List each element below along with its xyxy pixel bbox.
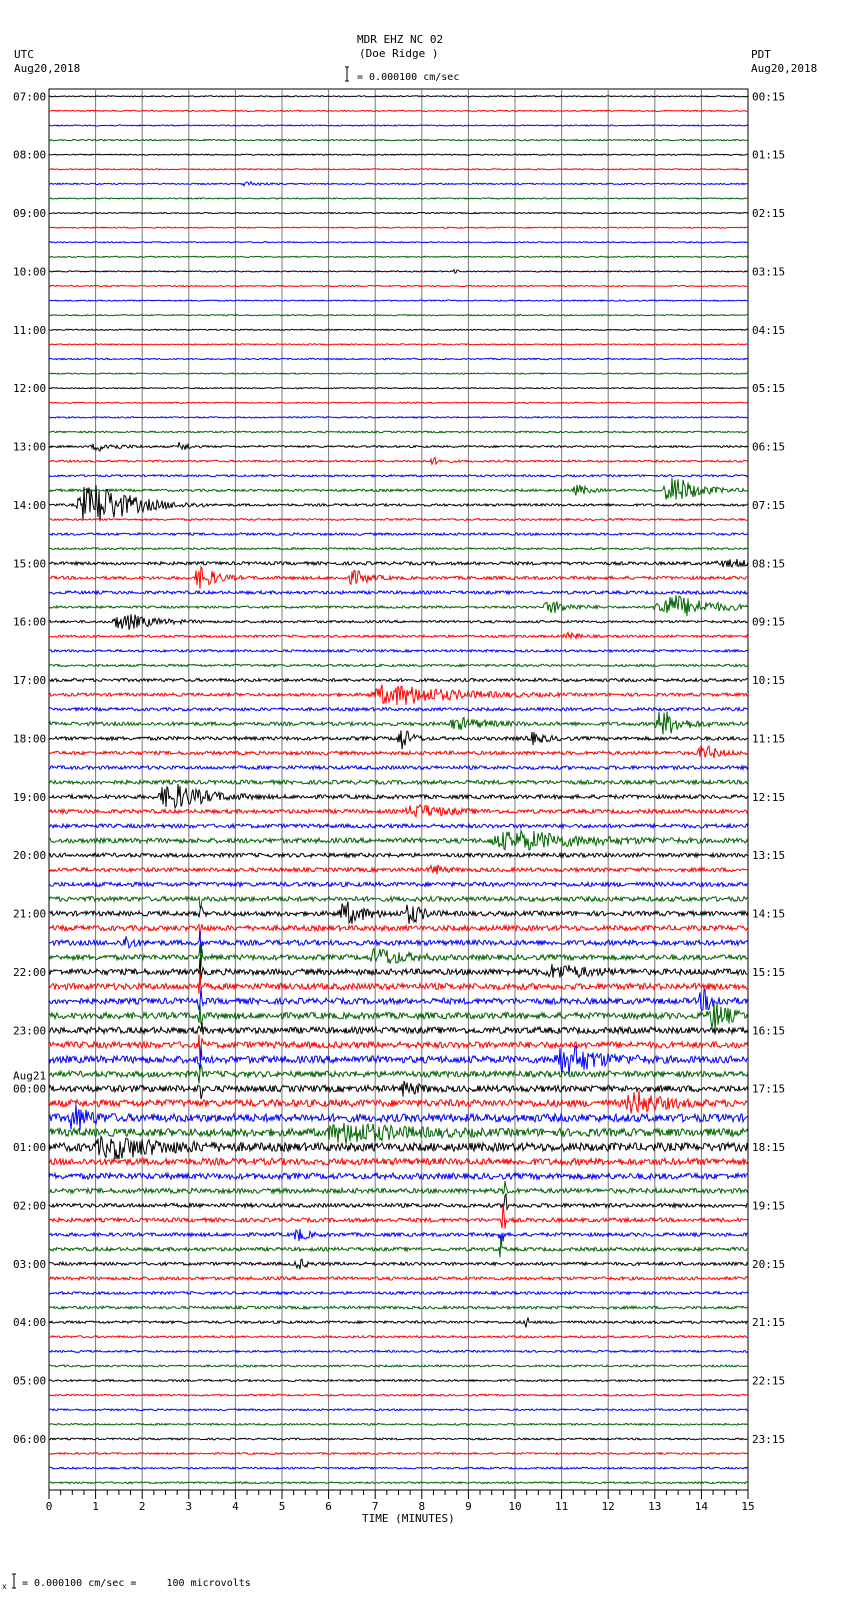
x-tick-label: 0 xyxy=(45,1500,53,1513)
pdt-hour-label: 11:15 xyxy=(752,732,786,746)
scale-bar-icon xyxy=(345,67,349,81)
pdt-label: PDT xyxy=(751,48,771,61)
scale-bars xyxy=(2,67,349,1591)
trace-line xyxy=(49,1423,748,1425)
trace-line xyxy=(49,932,748,953)
trace-line xyxy=(49,1136,748,1159)
trace-line xyxy=(49,402,748,403)
utc-hour-label: 12:00 xyxy=(13,382,47,396)
utc-hour-label: 19:00 xyxy=(13,790,47,804)
trace-line xyxy=(49,924,748,938)
x-axis xyxy=(46,1490,755,1513)
footer-scale-bar-icon xyxy=(12,1574,16,1588)
x-tick-label: 8 xyxy=(418,1500,426,1513)
pdt-hour-label: 03:15 xyxy=(752,265,786,279)
x-tick-label: 14 xyxy=(694,1500,709,1513)
pdt-hour-label: 02:15 xyxy=(752,207,786,221)
trace-line xyxy=(49,475,748,477)
pdt-hour-label: 17:15 xyxy=(752,1082,786,1096)
trace-line xyxy=(49,125,748,126)
trace-line xyxy=(49,1173,748,1179)
trace-line xyxy=(49,519,748,521)
trace-line xyxy=(49,442,748,451)
utc-hour-label: 02:00 xyxy=(13,1199,47,1213)
utc-hour-label: 11:00 xyxy=(13,323,47,337)
trace-line xyxy=(49,784,748,808)
trace-line xyxy=(49,1380,748,1382)
pdt-hour-label: 05:15 xyxy=(752,382,786,396)
trace-line xyxy=(49,1482,748,1484)
trace-line xyxy=(49,1365,748,1367)
trace-line xyxy=(49,685,748,705)
utc-date: Aug20,2018 xyxy=(14,62,81,75)
pdt-hour-label: 15:15 xyxy=(752,965,786,979)
x-axis-title: TIME (MINUTES) xyxy=(362,1512,455,1525)
utc-hour-label: 22:00 xyxy=(13,965,47,979)
trace-line xyxy=(49,169,748,170)
trace-line xyxy=(49,1194,748,1209)
trace-line xyxy=(49,1336,748,1338)
trace-line xyxy=(49,300,748,301)
trace-line xyxy=(49,664,748,666)
trace-line xyxy=(49,329,748,330)
trace-line xyxy=(49,1091,748,1114)
trace-line xyxy=(49,213,748,214)
pdt-hour-label: 14:15 xyxy=(752,907,786,921)
trace-line xyxy=(49,824,748,828)
pdt-hour-label: 01:15 xyxy=(752,148,786,162)
utc-hour-label: 05:00 xyxy=(13,1374,47,1388)
pdt-hour-label: 09:15 xyxy=(752,615,786,629)
trace-line xyxy=(49,944,748,968)
utc-hour-label: 17:00 xyxy=(13,674,47,688)
plot-grid xyxy=(49,89,748,1490)
x-tick-label: 7 xyxy=(371,1500,379,1513)
trace-line xyxy=(49,431,748,433)
utc-hour-label: 09:00 xyxy=(13,207,47,221)
trace-line xyxy=(49,902,748,924)
x-tick-label: 13 xyxy=(648,1500,662,1513)
trace-line xyxy=(49,285,748,286)
trace-line xyxy=(49,548,748,550)
trace-line xyxy=(49,198,748,199)
x-tick-label: 5 xyxy=(278,1500,286,1513)
trace-line xyxy=(49,533,748,535)
pdt-hour-label: 07:15 xyxy=(752,498,786,512)
trace-line xyxy=(49,417,748,418)
trace-line xyxy=(49,110,748,111)
trace-line xyxy=(49,865,748,875)
trace-line xyxy=(49,1236,748,1257)
utc-hour-label: 21:00 xyxy=(13,907,47,921)
utc-hour-label: 07:00 xyxy=(13,90,47,104)
utc-hour-label: 13:00 xyxy=(13,440,47,454)
trace-line xyxy=(49,650,748,652)
x-tick-label: 4 xyxy=(232,1500,239,1513)
trace-line xyxy=(49,1081,748,1099)
trace-line xyxy=(49,256,748,257)
utc-hour-label: 10:00 xyxy=(13,265,47,279)
trace-line xyxy=(49,154,748,155)
trace-line xyxy=(49,458,748,465)
utc-label: UTC xyxy=(14,48,34,61)
trace-line xyxy=(49,591,748,594)
trace-line xyxy=(49,614,748,629)
utc-hour-label: 16:00 xyxy=(13,615,47,629)
trace-line xyxy=(49,988,748,1010)
trace-line xyxy=(49,1350,748,1352)
utc-hour-label: 01:00 xyxy=(13,1141,47,1155)
trace-line xyxy=(49,632,748,638)
footer-scale-note: = 0.000100 cm/sec = 100 microvolts xyxy=(22,1578,251,1589)
pdt-hour-label: 10:15 xyxy=(752,674,786,688)
trace-line xyxy=(49,1453,748,1455)
pdt-hour-label: 22:15 xyxy=(752,1374,786,1388)
trace-group xyxy=(49,96,748,1484)
x-tick-label: 1 xyxy=(92,1500,99,1513)
trace-line xyxy=(49,1046,748,1076)
trace-line xyxy=(49,344,748,345)
trace-line xyxy=(49,1158,748,1165)
trace-line xyxy=(49,1318,748,1328)
station-title: MDR EHZ NC 02 xyxy=(357,33,444,46)
pdt-hour-label: 06:15 xyxy=(752,440,786,454)
trace-line xyxy=(49,971,748,994)
trace-line xyxy=(49,1064,748,1083)
pdt-hour-label: 21:15 xyxy=(752,1316,786,1330)
trace-line xyxy=(49,1438,748,1440)
x-tick-label: 10 xyxy=(508,1500,522,1513)
trace-line xyxy=(49,766,748,770)
pdt-hour-label: 19:15 xyxy=(752,1199,786,1213)
trace-line xyxy=(49,227,748,228)
trace-line xyxy=(49,1259,748,1269)
trace-line xyxy=(49,1292,748,1295)
pdt-date: Aug20,2018 xyxy=(751,62,818,75)
x-tick-label: 12 xyxy=(601,1500,615,1513)
trace-line xyxy=(49,96,748,97)
x-tick-label: 15 xyxy=(741,1500,755,1513)
pdt-hour-label: 18:15 xyxy=(752,1141,786,1155)
x-tick-label: 2 xyxy=(138,1500,146,1513)
time-labels xyxy=(13,90,785,1446)
trace-line xyxy=(49,780,748,784)
trace-line xyxy=(49,730,748,749)
pdt-hour-label: 13:15 xyxy=(752,849,786,863)
trace-line xyxy=(49,478,748,500)
station-location: (Doe Ridge ) xyxy=(359,47,439,60)
trace-line xyxy=(49,1409,748,1411)
plot-frame xyxy=(49,89,748,1490)
trace-line xyxy=(49,595,748,616)
x-tick-label: 11 xyxy=(554,1500,569,1513)
utc-hour-label: 04:00 xyxy=(13,1316,47,1330)
utc-hour-label: 00:00 xyxy=(13,1082,47,1096)
trace-line xyxy=(49,315,748,316)
trace-line xyxy=(49,805,748,817)
trace-line xyxy=(49,853,748,857)
trace-line xyxy=(49,559,748,567)
trace-line xyxy=(49,358,748,359)
trace-line xyxy=(49,1181,748,1194)
utc-hour-label: 08:00 xyxy=(13,148,47,162)
x-tick-label: 9 xyxy=(465,1500,472,1513)
trace-line xyxy=(49,567,748,589)
trace-line xyxy=(49,1022,748,1035)
trace-line xyxy=(49,1277,748,1280)
utc-date-change-label: Aug21 xyxy=(13,1069,47,1083)
scale-text: = 0.000100 cm/sec xyxy=(357,72,460,83)
trace-line xyxy=(49,1035,748,1061)
utc-hour-label: 20:00 xyxy=(13,849,47,863)
trace-line xyxy=(49,746,748,758)
trace-line xyxy=(49,882,748,886)
trace-line xyxy=(49,712,748,735)
utc-hour-label: 23:00 xyxy=(13,1024,47,1038)
trace-line xyxy=(49,373,748,374)
trace-line xyxy=(49,1306,748,1309)
trace-line xyxy=(49,896,748,908)
utc-hour-label: 03:00 xyxy=(13,1257,47,1271)
trace-line xyxy=(49,139,748,140)
pdt-hour-label: 12:15 xyxy=(752,790,786,804)
trace-line xyxy=(49,182,748,186)
trace-line xyxy=(49,1229,748,1243)
pdt-hour-label: 16:15 xyxy=(752,1024,786,1038)
utc-hour-label: 15:00 xyxy=(13,557,47,571)
pdt-hour-label: 08:15 xyxy=(752,557,786,571)
pdt-hour-label: 00:15 xyxy=(752,90,786,104)
x-tick-label: 6 xyxy=(325,1500,332,1513)
trace-line xyxy=(49,679,748,682)
footer-mark-icon: x xyxy=(2,1582,7,1591)
trace-line xyxy=(49,242,748,243)
x-tick-label: 3 xyxy=(185,1500,193,1513)
pdt-hour-label: 23:15 xyxy=(752,1432,786,1446)
trace-line xyxy=(49,1467,748,1469)
trace-line xyxy=(49,1123,748,1144)
utc-hour-label: 06:00 xyxy=(13,1432,47,1446)
utc-hour-label: 18:00 xyxy=(13,732,47,746)
pdt-hour-label: 04:15 xyxy=(752,323,786,337)
utc-hour-label: 14:00 xyxy=(13,498,47,512)
trace-line xyxy=(49,831,748,850)
pdt-hour-label: 20:15 xyxy=(752,1257,786,1271)
trace-line xyxy=(49,270,748,274)
trace-line xyxy=(49,708,748,711)
trace-line xyxy=(49,1003,748,1031)
trace-line xyxy=(49,388,748,389)
trace-line xyxy=(49,1394,748,1396)
